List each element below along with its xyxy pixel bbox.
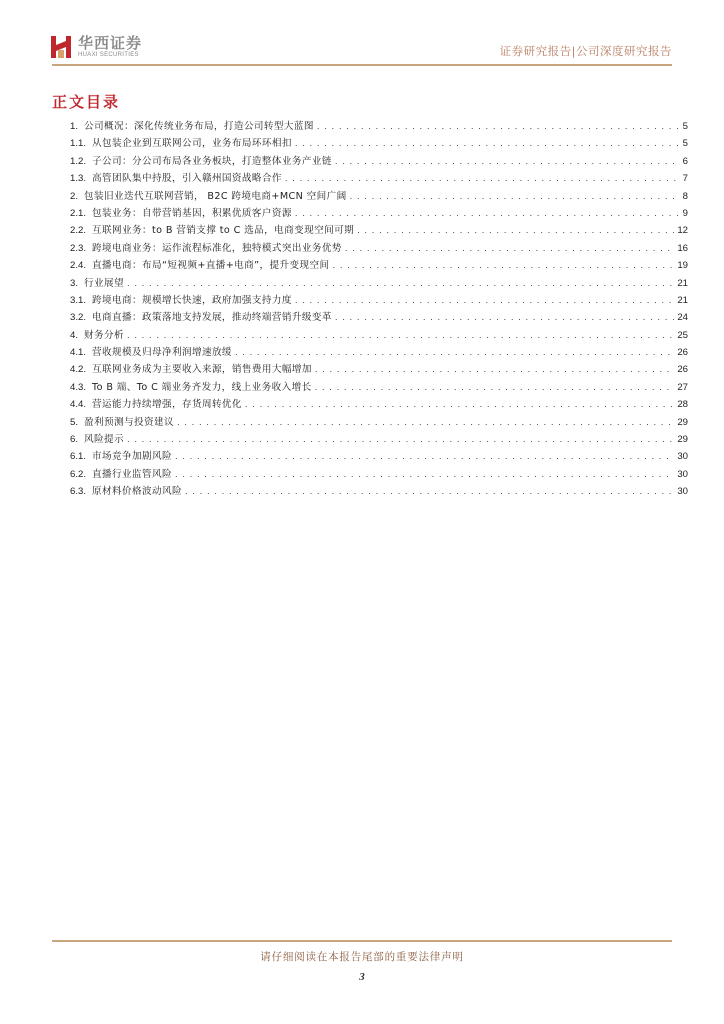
toc-entry[interactable]: [70, 414, 688, 431]
toc-entry-leader-dots: [175, 451, 674, 462]
toc-entry[interactable]: [70, 483, 688, 500]
toc-entry-title: 原材料价格波动风险: [92, 486, 182, 498]
toc-entry-title: 跨境电商：规模增长快速，政府加强支持力度: [92, 294, 292, 306]
toc-entry-leader-dots: [345, 243, 674, 254]
toc-entry-page: 27: [677, 381, 688, 393]
toc-entry[interactable]: [70, 275, 688, 292]
toc-entry-page: 24: [677, 312, 688, 324]
toc-entry-number: 3.1.: [70, 294, 87, 306]
toc-entry[interactable]: [70, 448, 688, 465]
toc-entry-number: 2.4.: [70, 260, 87, 272]
toc-entry-number: 2.: [70, 190, 79, 202]
toc-entry[interactable]: [70, 188, 688, 205]
toc-entry-title: 财务分析: [84, 329, 124, 341]
toc-entry[interactable]: [70, 118, 688, 135]
toc-entry-number: 2.2.: [70, 225, 87, 237]
toc-entry-leader-dots: [235, 347, 674, 358]
toc-entry[interactable]: [70, 222, 688, 239]
report-type-label: 证券研究报告|公司深度研究报告: [499, 44, 672, 58]
toc-entry[interactable]: [70, 292, 688, 309]
toc-entry-page: 9: [682, 207, 688, 219]
toc-entry-leader-dots: [185, 486, 674, 497]
toc-entry-title: To B 端、To C 端业务齐发力，线上业务收入增长: [92, 381, 312, 393]
toc-entry-number: 4.4.: [70, 399, 87, 411]
toc-entry-page: 28: [677, 399, 688, 411]
toc-entry-leader-dots: [285, 173, 680, 184]
toc-entry-leader-dots: [357, 225, 674, 236]
toc-entry[interactable]: [70, 257, 688, 274]
toc-entry-number: 2.3.: [70, 242, 87, 254]
toc-entry[interactable]: [70, 170, 688, 187]
toc-entry-page: 19: [677, 260, 688, 272]
toc-entry-leader-dots: [245, 399, 674, 410]
toc-entry-leader-dots: [177, 417, 674, 428]
toc-entry-leader-dots: [175, 469, 674, 480]
footer-divider: [52, 940, 672, 942]
toc-entry-leader-dots: [335, 156, 680, 167]
toc-entry-number: 4.3.: [70, 381, 87, 393]
toc-entry-title: 公司概况：深化传统业务布局，打造公司转型大蓝图: [84, 121, 314, 132]
toc-entry-page: 5: [682, 121, 688, 132]
toc-entry-page: 21: [677, 294, 688, 306]
toc-entry-leader-dots: [127, 330, 674, 341]
toc-entry-title: 营收规模及归母净利润增速放缓: [92, 347, 232, 359]
toc-entry-page: 26: [677, 347, 688, 359]
toc-entry-number: 6.3.: [70, 486, 87, 498]
toc-entry-title: 行业展望: [84, 277, 124, 289]
company-logo: [50, 35, 142, 59]
toc-title: 正文目录: [52, 93, 121, 111]
toc-entry-leader-dots: [295, 295, 674, 306]
toc-entry-leader-dots: [315, 382, 675, 393]
toc-entry-leader-dots: [127, 278, 674, 289]
toc-entry-title: 直播行业监管风险: [92, 468, 172, 480]
toc-entry-title: 市场竞争加剧风险: [92, 451, 172, 463]
toc-entry-leader-dots: [127, 434, 674, 445]
toc-entry[interactable]: [70, 205, 688, 222]
toc-entry[interactable]: [70, 396, 688, 413]
toc-entry-title: 包装旧业迭代互联网营销， B2C 跨境电商+MCN 空间广阔: [84, 190, 347, 202]
header-divider: [52, 64, 672, 66]
toc-entry-page: 21: [677, 277, 688, 289]
toc-entry[interactable]: [70, 240, 688, 257]
toc-entry-number: 3.: [70, 277, 79, 289]
toc-entry[interactable]: [70, 135, 688, 152]
toc-entry-number: 1.1.: [70, 138, 87, 150]
toc-entry-leader-dots: [317, 121, 680, 132]
toc-entry-title: 高管团队集中持股，引入赣州国资战略合作: [92, 173, 282, 185]
toc-entry-page: 7: [682, 173, 688, 185]
toc-entry-title: 从包装企业到互联网公司，业务布局环环相扣: [92, 138, 292, 150]
toc-entry[interactable]: [70, 431, 688, 448]
toc-entry-page: 12: [677, 225, 688, 237]
toc-entry-leader-dots: [295, 208, 680, 219]
toc-entry-number: 4.1.: [70, 347, 87, 359]
table-of-contents: [70, 118, 688, 501]
page-number: 3: [359, 971, 365, 983]
toc-entry-number: 6.2.: [70, 468, 87, 480]
toc-entry-page: 25: [677, 329, 688, 341]
toc-entry-title: 子公司：分公司布局各业务板块，打造整体业务产业链: [92, 155, 332, 167]
toc-entry-number: 3.2.: [70, 312, 87, 324]
toc-entry-title: 直播电商：布局“短视频+直播+电商”，提升变现空间: [92, 260, 330, 272]
toc-entry-page: 30: [677, 468, 688, 480]
toc-entry-page: 29: [677, 416, 688, 428]
toc-entry-leader-dots: [315, 364, 674, 375]
toc-entry-title: 跨境电商业务：运作流程标准化，独特模式突出业务优势: [92, 242, 342, 254]
toc-entry-number: 1.: [70, 121, 79, 132]
toc-entry-title: 盈利预测与投资建议: [84, 416, 174, 428]
toc-entry-page: 30: [677, 486, 688, 498]
toc-entry-leader-dots: [333, 260, 675, 271]
toc-entry[interactable]: [70, 466, 688, 483]
toc-entry-page: 5: [682, 138, 688, 150]
toc-entry-page: 29: [677, 434, 688, 446]
toc-entry[interactable]: [70, 361, 688, 378]
toc-entry[interactable]: [70, 379, 688, 396]
toc-entry-title: 包装业务：自带营销基因，积累优质客户资源: [92, 207, 292, 219]
toc-entry-title: 互联网业务：to B 营销支撑 to C 选品，电商变现空间可期: [92, 225, 355, 237]
toc-entry-page: 26: [677, 364, 688, 376]
toc-entry-number: 6.: [70, 434, 79, 446]
toc-entry-number: 1.3.: [70, 173, 87, 185]
toc-entry-number: 4.2.: [70, 364, 87, 376]
toc-entry-leader-dots: [350, 191, 680, 202]
toc-entry-page: 8: [682, 190, 688, 202]
toc-entry[interactable]: [70, 153, 688, 170]
toc-entry[interactable]: [70, 344, 688, 361]
page-header: [0, 0, 724, 70]
toc-entry-page: 6: [682, 155, 688, 167]
toc-entry-number: 6.1.: [70, 451, 87, 463]
toc-entry-number: 1.2.: [70, 155, 87, 167]
toc-entry-number: 5.: [70, 416, 79, 428]
toc-entry-title: 风险提示: [84, 434, 124, 446]
toc-entry[interactable]: [70, 309, 688, 326]
logo-english-name: HUAXI SECURITIES: [78, 52, 139, 58]
toc-entry[interactable]: [70, 327, 688, 344]
toc-entry-leader-dots: [335, 312, 674, 323]
huaxi-logo-icon: [50, 35, 72, 59]
toc-entry-leader-dots: [295, 138, 680, 149]
legal-notice: 请仔细阅读在本报告尾部的重要法律声明: [260, 951, 464, 963]
toc-entry-number: 2.1.: [70, 207, 87, 219]
toc-entry-page: 16: [677, 242, 688, 254]
toc-entry-title: 互联网业务成为主要收入来源，销售费用大幅增加: [92, 364, 312, 376]
logo-chinese-name: 华西证券: [78, 34, 143, 52]
toc-entry-title: 电商直播：政策落地支持发展，推动终端营销升级变革: [92, 312, 332, 324]
toc-entry-page: 30: [677, 451, 688, 463]
toc-entry-number: 4.: [70, 329, 79, 341]
toc-entry-title: 营运能力持续增强，存货周转优化: [92, 399, 242, 411]
